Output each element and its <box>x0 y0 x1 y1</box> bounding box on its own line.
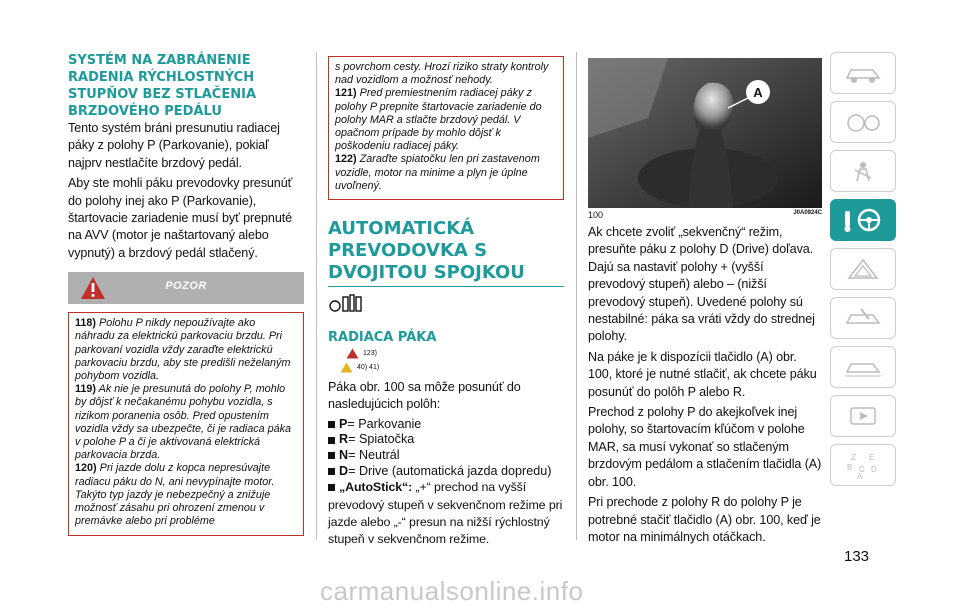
tab-multimedia[interactable] <box>830 395 896 437</box>
warning-label: POZOR <box>165 280 207 293</box>
warning-item: 121) Pred premiestnením radiacej páky z polohy P prepnite štartovacie zariadenie do polohy MAR a stlačte brzdový pedál. V opačnom prípade by mohlo dôjsť k poškodeniu radiacej páky. <box>335 87 542 153</box>
reference-number: 123) <box>363 350 378 358</box>
svg-text:B: B <box>847 463 853 472</box>
tab-maintenance[interactable] <box>830 297 896 339</box>
list-item: P = Parkovanie <box>328 417 564 433</box>
column-right <box>588 58 822 549</box>
car-info-icon <box>843 62 883 84</box>
column-middle <box>328 56 564 552</box>
paragraph: Ak chcete zvoliť „sekvenčný“ režim, presuňte páku z polohy D (Drive) doľava. Dajú sa nastaviť polohy + (vyšší prevodový stupeň) alebo – (nižší prevodový stupeň). Uvedené polohy sú nestabilné: páka sa vráti vždy do strednej polohy. <box>588 225 815 344</box>
maintenance-icon <box>843 307 883 329</box>
paragraph: Pri prechode z polohy R do polohy P je potrebné stačiť tlačidlo (A) obr. 100, keď je motor na minimálnych otáčkach. <box>588 495 821 544</box>
tab-safety[interactable] <box>830 150 896 192</box>
warning-item: 122) Zaraďte spiatočku len pri zastavenom vozidle, motor na minime a plyn je úplne uvoľnený. <box>335 153 540 192</box>
index-icon <box>843 450 883 480</box>
column-left <box>68 52 304 536</box>
bullet-square-icon <box>328 437 335 444</box>
figure-number: 100 <box>588 210 604 220</box>
tab-car-info[interactable] <box>830 52 896 94</box>
warning-continuation: s povrchom cesty. Hrozí riziko straty kontroly nad vozidlom a možnosť nehody. <box>335 61 549 87</box>
svg-text:A: A <box>857 472 863 480</box>
paragraph: Aby ste mohli páku prevodovky presunúť do polohy inej ako P (Parkovanie), štartovacie zariadenie musí byť prepnuté na AVV (motor je naštartovaný alebo vypnutý) a brzdový pedál stlačený. <box>68 176 293 260</box>
chapter-tabs <box>830 52 894 493</box>
warning-item: 118) Polohu P nikdy nepoužívajte ako náhradu za elektrickú parkovaciu brzdu. Pri parkovaní vozidla vždy zaraďte elektrickú parkovaciu brzdu, aby ste predišli neželaným pohybom vozidla. <box>75 317 291 383</box>
paragraph: Tento systém bráni presunutiu radiacej páky z polohy P (Parkovanie), pokiaľ najprv nestlačíte brzdový pedál. <box>68 121 280 170</box>
tab-index[interactable] <box>830 444 896 486</box>
callout-label: A <box>753 85 763 100</box>
warning-triangle-icon <box>346 348 359 359</box>
position-list <box>328 417 564 479</box>
list-item: R = Spiatočka <box>328 432 564 448</box>
gearbox-icon <box>328 293 368 313</box>
multimedia-icon <box>843 405 883 427</box>
bullet-square-icon <box>328 421 335 428</box>
caution-triangle-icon <box>340 362 353 373</box>
bullet-square-icon <box>328 484 335 491</box>
list-item: N = Neutrál <box>328 448 564 464</box>
bullet-square-icon <box>328 468 335 475</box>
column-divider <box>316 52 317 540</box>
page-number: 133 <box>844 548 870 565</box>
paragraph: Prechod z polohy P do akejkoľvek inej polohy, so štartovacím kľúčom v polohe MAR, sa musí vykonať so stlačeným brzdovým pedálom a stlačením tlačidla (A) obr. 100. <box>588 405 822 489</box>
figure-caption <box>588 210 822 220</box>
subsection-title-gear-lever: RADIACA PÁKA <box>328 330 437 346</box>
tab-emergency[interactable] <box>830 248 896 290</box>
reference-number: 40) 41) <box>357 364 380 372</box>
warning-item: 119) Ak nie je presunutá do polohy P, mohlo by dôjsť k nečakanému pohybu vozidla, s rizikom poranenia osôb. Pred opustením vozidla vždy sa ubezpečte, či je radiaca páka v polohe P a či je aktivovaná elektrická parkovacia brzda. <box>75 383 292 462</box>
warning-item: 120) Pri jazde dolu z kopca nepresúvajte radiacu páku do N, ani nevypínajte motor. Takýto typ jazdy je nebezpečný a znižuje možnosť zásahu pri ohrození zmenou v premávke alebo pri probléme <box>75 462 275 528</box>
tech-data-icon <box>843 356 883 378</box>
warning-header <box>68 272 304 304</box>
tab-tech-data[interactable] <box>830 346 896 388</box>
emergency-icon <box>843 258 883 280</box>
svg-text:C: C <box>859 465 865 474</box>
gear-lever-illustration <box>588 58 822 208</box>
paragraph: Páka obr. 100 sa môže posunúť do nasledujúcich polôh: <box>328 380 521 412</box>
figure-code: J0A0924C <box>793 210 822 216</box>
paragraph: Na páke je k dispozícii tlačidlo (A) obr. 100, ktoré je nutné stlačiť, ak chcete páku posunúť do polôh P alebo R. <box>588 349 817 399</box>
safety-icon <box>843 160 883 182</box>
gear-lever-photo <box>588 58 822 208</box>
start-drive-icon <box>841 207 885 233</box>
svg-text:Z: Z <box>851 453 856 462</box>
tab-dashboard[interactable] <box>830 101 896 143</box>
svg-text:D: D <box>871 465 877 474</box>
warning-box <box>68 312 304 535</box>
svg-text:E: E <box>869 453 875 462</box>
dashboard-icon <box>843 111 883 133</box>
reference-row <box>340 362 564 373</box>
list-item: D = Drive (automatická jazda dopredu) <box>328 464 564 480</box>
tab-start-drive[interactable] <box>830 199 896 241</box>
reference-row <box>346 348 564 359</box>
watermark: carmanualsonline.info <box>320 576 584 606</box>
section-title-dual-clutch: AUTOMATICKÁ PREVODOVKA S DVOJITOU SPOJKOU <box>328 218 564 287</box>
list-item-autostick: „AutoStick“: „+“ prechod na vyšší prevodový stupeň v sekvenčnom režime pri jazde alebo „-“ presun na nižší rýchlostný stupeň v sekvenčnom režime. <box>328 480 563 547</box>
warning-box-continued <box>328 56 564 200</box>
column-divider <box>576 52 577 540</box>
section-title-brake-interlock: SYSTÉM NA ZABRÁNENIE RADENIA RÝCHLOSTNÝCH STUPŇOV BEZ STLAČENIA BRZDOVÉHO PEDÁLU <box>68 53 256 119</box>
bullet-square-icon <box>328 452 335 459</box>
